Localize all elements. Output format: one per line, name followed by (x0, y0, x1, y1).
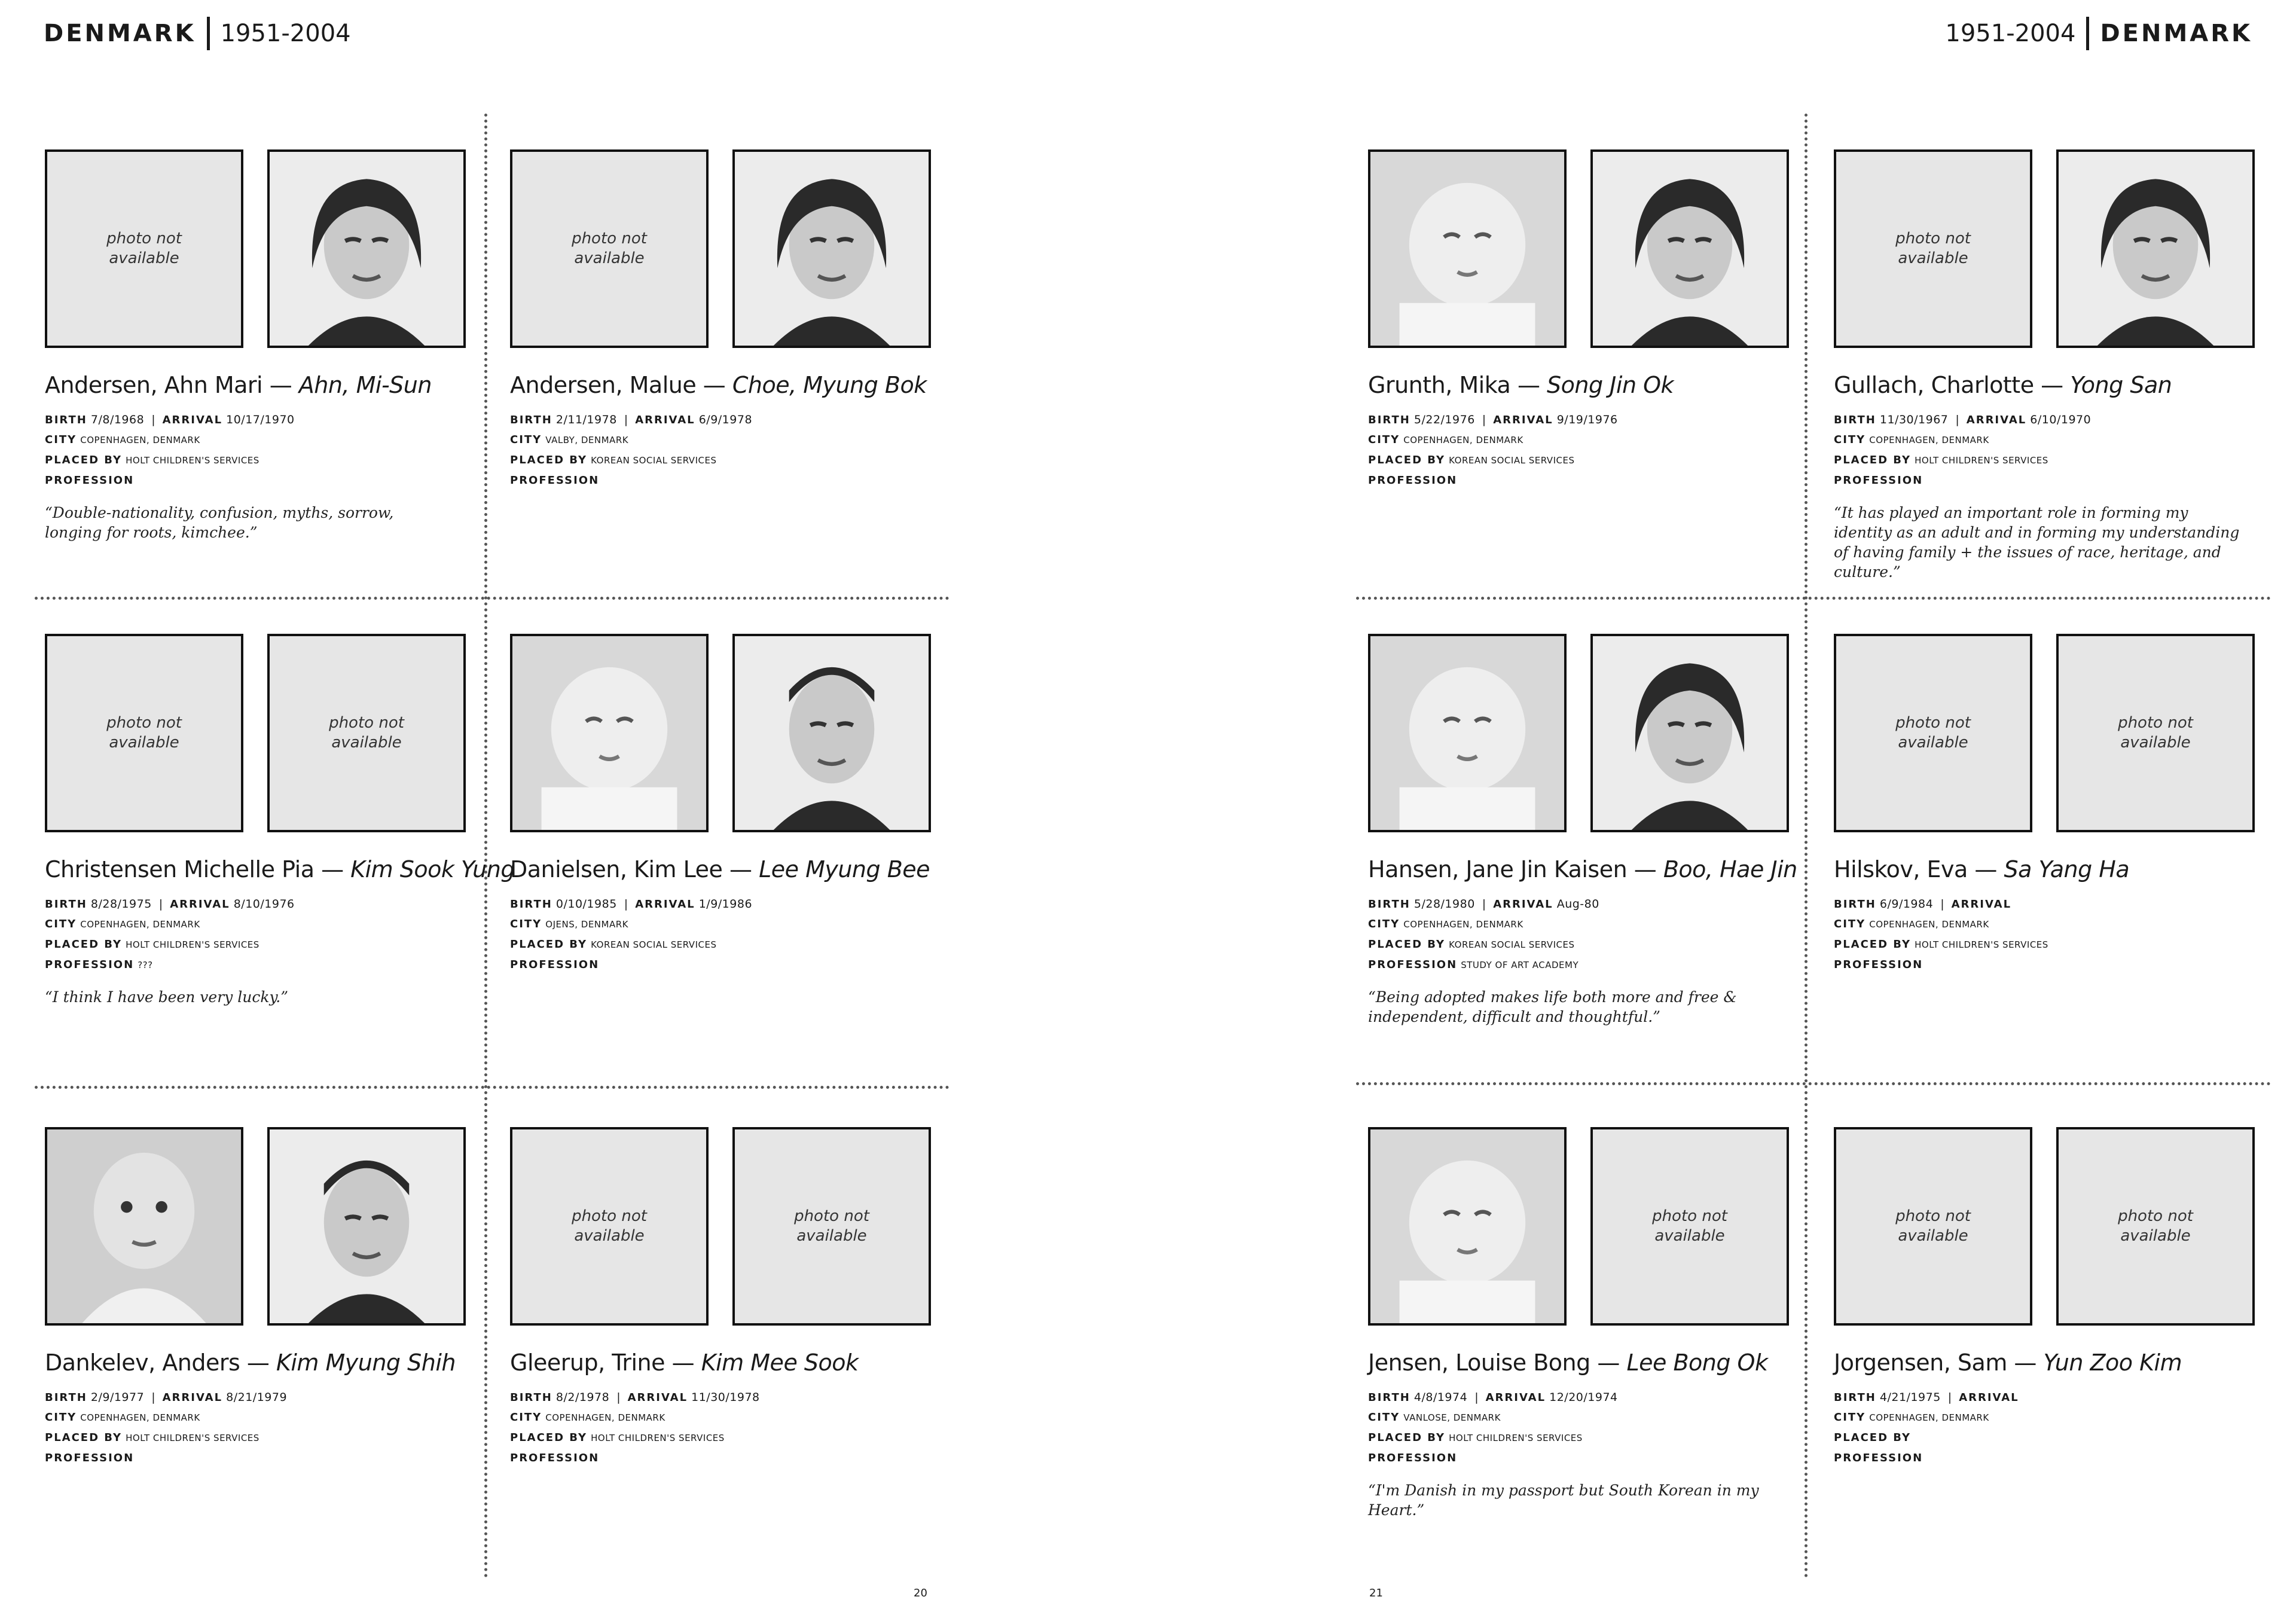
photo-pair (1834, 149, 2264, 348)
profession-line (510, 1448, 941, 1468)
photo-placeholder (510, 1127, 709, 1326)
entry-name: Andersen, Malue — Choe, Myung Bok (510, 372, 927, 398)
photo-na-label: photo not available (106, 714, 182, 752)
adoptee-entry (1368, 1127, 1799, 1520)
city-value: COPENHAGEN, DENMARK (80, 1412, 200, 1423)
city-line (1834, 914, 2264, 935)
city-value: COPENHAGEN, DENMARK (1403, 919, 1523, 930)
city-line (510, 914, 941, 935)
entry-details (1834, 410, 2264, 491)
header-years: 1951-2004 (220, 20, 351, 47)
city-line (1368, 914, 1799, 935)
placed-by-label: PLACED BY (45, 938, 123, 951)
korean-name: Kim Mee Sook (701, 1349, 859, 1376)
portrait-photo (267, 149, 466, 348)
arrival-date: 12/20/1974 (1549, 1391, 1618, 1404)
entry-name: Andersen, Ahn Mari — Ahn, Mi-Sun (45, 372, 432, 398)
city-line (1834, 1407, 2264, 1428)
placed-by-label: PLACED BY (45, 1431, 123, 1444)
birth-arrival-line: BIRTH 2/11/1978 | ARRIVAL 6/9/1978 (510, 413, 753, 426)
entry-name: Jensen, Louise Bong — Lee Bong Ok (1368, 1349, 1768, 1376)
birth-date: 6/9/1984 (1879, 897, 1934, 911)
birth-date: 0/10/1985 (555, 897, 617, 911)
city-line (510, 1407, 941, 1428)
entry-details (1834, 1388, 2264, 1468)
profession-line (510, 955, 941, 975)
city-label: CITY (510, 1411, 542, 1424)
entry-details (45, 410, 475, 491)
profession-label: PROFESSION (45, 958, 135, 971)
city-value: COPENHAGEN, DENMARK (80, 435, 200, 445)
profession-line (1368, 1448, 1799, 1468)
city-value: VALBY, DENMARK (545, 435, 629, 445)
placed-by-value: KOREAN SOCIAL SERVICES (1449, 939, 1575, 950)
adoptee-entry (45, 149, 475, 542)
arrival-label: ARRIVAL (1966, 414, 2027, 426)
placed-by-label: PLACED BY (45, 454, 123, 466)
korean-name: Lee Myung Bee (759, 856, 930, 883)
danish-name: Gullach, Charlotte (1834, 372, 2034, 398)
danish-name: Danielsen, Kim Lee (510, 856, 723, 883)
city-line (510, 430, 941, 450)
birth-arrival-line: BIRTH 2/9/1977 | ARRIVAL 8/21/1979 (45, 1391, 288, 1404)
city-label: CITY (1368, 918, 1400, 930)
arrival-label: ARRIVAL (1959, 1391, 2019, 1404)
birth-label: BIRTH (1834, 898, 1876, 911)
photo-pair (1368, 149, 1799, 348)
entry-details (1368, 894, 1799, 975)
adoptee-entry (45, 1127, 475, 1480)
city-value: COPENHAGEN, DENMARK (1869, 919, 1989, 930)
photo-pair (1834, 1127, 2264, 1326)
city-label: CITY (510, 433, 542, 446)
city-value: COPENHAGEN, DENMARK (545, 1412, 665, 1423)
birth-arrival-line: BIRTH 5/28/1980 | ARRIVAL Aug-80 (1368, 897, 1599, 911)
birth-arrival-line: BIRTH 8/28/1975 | ARRIVAL 8/10/1976 (45, 897, 295, 911)
arrival-label: ARRIVAL (627, 1391, 688, 1404)
entry-quote: “I think I have been very lucky.” (45, 988, 288, 1006)
arrival-date: 6/9/1978 (698, 413, 753, 426)
city-label: CITY (1834, 1411, 1866, 1424)
danish-name: Andersen, Ahn Mari (45, 372, 263, 398)
profession-value: ??? (138, 960, 153, 970)
entry-name: Gullach, Charlotte — Yong San (1834, 372, 2172, 398)
korean-name: Song Jin Ok (1547, 372, 1674, 398)
placed-by-label: PLACED BY (510, 454, 588, 466)
birth-label: BIRTH (1368, 898, 1410, 911)
photo-na-label: photo not available (2118, 1207, 2193, 1245)
profession-label: PROFESSION (1834, 1452, 1923, 1464)
placed-by-line (1834, 935, 2264, 955)
birth-date: 4/21/1975 (1879, 1391, 1941, 1404)
placed-by-value: HOLT CHILDREN'S SERVICES (1915, 939, 2048, 950)
adoptee-entry (1834, 1127, 2264, 1480)
birth-label: BIRTH (45, 414, 87, 426)
birth-date: 7/8/1968 (90, 413, 145, 426)
korean-name: Yun Zoo Kim (2043, 1349, 2182, 1376)
photo-placeholder (510, 149, 709, 348)
arrival-date: 6/10/1970 (2030, 413, 2092, 426)
profession-label: PROFESSION (45, 1452, 135, 1464)
profession-line (45, 955, 475, 975)
city-line (1834, 430, 2264, 450)
arrival-label: ARRIVAL (162, 414, 223, 426)
arrival-label: ARRIVAL (162, 1391, 223, 1404)
korean-name: Kim Myung Shih (276, 1349, 456, 1376)
birth-label: BIRTH (45, 1391, 87, 1404)
photo-pair (45, 1127, 475, 1326)
danish-name: Jensen, Louise Bong (1368, 1349, 1590, 1376)
entry-quote: “Double-nationality, confusion, myths, sorrow, longing for roots, kimchee.” (45, 504, 394, 541)
header-years: 1951-2004 (1945, 20, 2076, 47)
entry-name: Grunth, Mika — Song Jin Ok (1368, 372, 1674, 398)
adoptee-entry (1368, 634, 1799, 1027)
photo-pair (510, 149, 941, 348)
placed-by-line (1368, 1428, 1799, 1448)
korean-name: Yong San (2070, 372, 2172, 398)
city-value: COPENHAGEN, DENMARK (1869, 1412, 1989, 1423)
placed-by-value: HOLT CHILDREN'S SERVICES (126, 939, 259, 950)
photo-placeholder (1834, 634, 2032, 832)
placed-by-label: PLACED BY (1834, 1431, 1912, 1444)
placed-by-label: PLACED BY (1368, 938, 1446, 951)
photo-placeholder (45, 634, 243, 832)
birth-arrival-line: BIRTH 4/8/1974 | ARRIVAL 12/20/1974 (1368, 1391, 1618, 1404)
photo-placeholder (2056, 1127, 2255, 1326)
portrait-photo (1590, 149, 1789, 348)
entry-name: Hilskov, Eva — Sa Yang Ha (1834, 856, 2130, 883)
city-label: CITY (1834, 918, 1866, 930)
profession-line (45, 1448, 475, 1468)
arrival-date: 11/30/1978 (691, 1391, 760, 1404)
birth-label: BIRTH (1368, 1391, 1410, 1404)
portrait-photo (732, 634, 931, 832)
placed-by-line (45, 1428, 475, 1448)
city-label: CITY (1834, 433, 1866, 446)
birth-date: 11/30/1967 (1879, 413, 1949, 426)
photo-placeholder (1834, 149, 2032, 348)
placed-by-label: PLACED BY (510, 1431, 588, 1444)
photo-na-label: photo not available (794, 1207, 869, 1245)
photo-placeholder (2056, 634, 2255, 832)
arrival-date: 10/17/1970 (226, 413, 295, 426)
portrait-photo (2056, 149, 2255, 348)
birth-date: 8/2/1978 (555, 1391, 610, 1404)
photo-pair (45, 149, 475, 348)
entry-name: Jorgensen, Sam — Yun Zoo Kim (1834, 1349, 2182, 1376)
birth-arrival-line: BIRTH 11/30/1967 | ARRIVAL 6/10/1970 (1834, 413, 2092, 426)
photo-na-label: photo not available (1652, 1207, 1727, 1245)
photo-placeholder (45, 149, 243, 348)
profession-line (1368, 955, 1799, 975)
placed-by-value: HOLT CHILDREN'S SERVICES (1915, 455, 2048, 466)
photo-na-label: photo not available (1895, 230, 1971, 267)
portrait-photo (1368, 1127, 1567, 1326)
entry-name: Gleerup, Trine — Kim Mee Sook (510, 1349, 859, 1376)
korean-name: Boo, Hae Jin (1663, 856, 1797, 883)
placed-by-value: HOLT CHILDREN'S SERVICES (591, 1433, 725, 1443)
photo-pair (45, 634, 475, 832)
portrait-photo (510, 634, 709, 832)
placed-by-label: PLACED BY (510, 938, 588, 951)
placed-by-line (45, 450, 475, 471)
adoptee-entry (510, 634, 941, 987)
portrait-photo (1368, 634, 1567, 832)
profession-line (510, 471, 941, 491)
profession-line (1834, 1448, 2264, 1468)
danish-name: Hansen, Jane Jin Kaisen (1368, 856, 1628, 883)
adoptee-entry (1368, 149, 1799, 503)
photo-na-label: photo not available (1895, 714, 1971, 752)
birth-label: BIRTH (1368, 414, 1410, 426)
profession-line (1368, 471, 1799, 491)
row-divider-left-1 (35, 597, 949, 600)
placed-by-line (45, 935, 475, 955)
korean-name: Ahn, Mi-Sun (298, 372, 432, 398)
placed-by-label: PLACED BY (1834, 454, 1912, 466)
entry-name: Danielsen, Kim Lee — Lee Myung Bee (510, 856, 930, 883)
arrival-label: ARRIVAL (1485, 1391, 1546, 1404)
arrival-label: ARRIVAL (1493, 898, 1553, 911)
portrait-photo (267, 1127, 466, 1326)
danish-name: Gleerup, Trine (510, 1349, 665, 1376)
birth-arrival-line: BIRTH 8/2/1978 | ARRIVAL 11/30/1978 (510, 1391, 760, 1404)
placed-by-value: KOREAN SOCIAL SERVICES (591, 455, 717, 466)
arrival-date: 9/19/1976 (1556, 413, 1618, 426)
korean-name: Choe, Myung Bok (732, 372, 927, 398)
entry-details (45, 1388, 475, 1468)
placed-by-line (510, 450, 941, 471)
korean-name: Sa Yang Ha (2004, 856, 2130, 883)
danish-name: Christensen Michelle Pia (45, 856, 315, 883)
photo-na-label: photo not available (572, 1207, 647, 1245)
profession-label: PROFESSION (1834, 958, 1923, 971)
birth-label: BIRTH (510, 1391, 552, 1404)
arrival-date: 8/10/1976 (233, 897, 295, 911)
placed-by-value: HOLT CHILDREN'S SERVICES (1449, 1433, 1583, 1443)
running-header-right (1945, 17, 2252, 50)
placed-by-value: HOLT CHILDREN'S SERVICES (126, 1433, 259, 1443)
city-label: CITY (510, 918, 542, 930)
birth-date: 8/28/1975 (90, 897, 152, 911)
row-divider-left-2 (35, 1086, 949, 1089)
birth-arrival-line: BIRTH 5/22/1976 | ARRIVAL 9/19/1976 (1368, 413, 1618, 426)
city-line (45, 914, 475, 935)
adoptee-entry (510, 149, 941, 503)
entry-name: Hansen, Jane Jin Kaisen — Boo, Hae Jin (1368, 856, 1797, 883)
city-value: VANLOSE, DENMARK (1403, 1412, 1501, 1423)
portrait-photo (1368, 149, 1567, 348)
birth-label: BIRTH (510, 414, 552, 426)
photo-placeholder (1834, 1127, 2032, 1326)
adoptee-entry (45, 634, 515, 1007)
city-line (45, 430, 475, 450)
entry-details (510, 1388, 941, 1468)
city-line (1368, 1407, 1799, 1428)
danish-name: Dankelev, Anders (45, 1349, 240, 1376)
photo-placeholder (267, 634, 466, 832)
header-divider (207, 17, 210, 50)
entry-details (510, 894, 941, 975)
header-country: DENMARK (44, 20, 196, 47)
placed-by-label: PLACED BY (1368, 454, 1446, 466)
placed-by-line (510, 1428, 941, 1448)
arrival-date: 1/9/1986 (698, 897, 753, 911)
korean-name: Kim Sook Yung (350, 856, 515, 883)
entry-details (510, 410, 941, 491)
placed-by-label: PLACED BY (1834, 938, 1912, 951)
city-label: CITY (1368, 1411, 1400, 1424)
photo-placeholder (732, 1127, 931, 1326)
birth-label: BIRTH (45, 898, 87, 911)
city-value: COPENHAGEN, DENMARK (1869, 435, 1989, 445)
danish-name: Andersen, Malue (510, 372, 697, 398)
birth-date: 5/28/1980 (1413, 897, 1475, 911)
arrival-date: 8/21/1979 (226, 1391, 288, 1404)
entry-quote: “I'm Danish in my passport but South Korean in my Heart.” (1368, 1482, 1759, 1519)
profession-line (1834, 471, 2264, 491)
birth-arrival-line: BIRTH 4/21/1975 | ARRIVAL (1834, 1391, 2019, 1404)
placed-by-line (1834, 450, 2264, 471)
city-label: CITY (1368, 433, 1400, 446)
birth-label: BIRTH (1834, 1391, 1876, 1404)
photo-na-label: photo not available (2118, 714, 2193, 752)
danish-name: Hilskov, Eva (1834, 856, 1968, 883)
city-label: CITY (45, 1411, 77, 1424)
danish-name: Jorgensen, Sam (1834, 1349, 2007, 1376)
profession-label: PROFESSION (45, 474, 135, 487)
placed-by-line (510, 935, 941, 955)
placed-by-line (1368, 450, 1799, 471)
placed-by-value: KOREAN SOCIAL SERVICES (591, 939, 717, 950)
arrival-label: ARRIVAL (1951, 898, 2012, 911)
birth-arrival-line: BIRTH 6/9/1984 | ARRIVAL (1834, 897, 2012, 911)
city-line (1368, 430, 1799, 450)
photo-pair (1368, 634, 1799, 832)
arrival-label: ARRIVAL (1493, 414, 1553, 426)
city-line (45, 1407, 475, 1428)
placed-by-line (1368, 935, 1799, 955)
entry-details (45, 894, 475, 975)
column-divider-left (484, 114, 487, 1578)
arrival-label: ARRIVAL (635, 414, 695, 426)
profession-label: PROFESSION (1368, 1452, 1458, 1464)
city-label: CITY (45, 433, 77, 446)
profession-line (45, 471, 475, 491)
entry-name: Christensen Michelle Pia — Kim Sook Yung (45, 856, 515, 883)
entry-details (1368, 410, 1799, 491)
birth-arrival-line: BIRTH 7/8/1968 | ARRIVAL 10/17/1970 (45, 413, 295, 426)
photo-pair (510, 1127, 941, 1326)
entry-details (1834, 894, 2264, 975)
photo-pair (1368, 1127, 1799, 1326)
placed-by-value: KOREAN SOCIAL SERVICES (1449, 455, 1575, 466)
profession-label: PROFESSION (510, 474, 600, 487)
page-number-right: 21 (1369, 1587, 1383, 1599)
header-country: DENMARK (2100, 20, 2252, 47)
entry-quote: “Being adopted makes life both more and free & independent, difficult and thoughtful.” (1368, 988, 1737, 1025)
arrival-label: ARRIVAL (170, 898, 230, 911)
adoptee-entry (510, 1127, 941, 1480)
profession-line (1834, 955, 2264, 975)
city-label: CITY (45, 918, 77, 930)
korean-name: Lee Bong Ok (1626, 1349, 1768, 1376)
profession-label: PROFESSION (1368, 474, 1458, 487)
placed-by-value: HOLT CHILDREN'S SERVICES (126, 455, 259, 466)
birth-date: 5/22/1976 (1413, 413, 1475, 426)
birth-date: 4/8/1974 (1413, 1391, 1468, 1404)
profession-label: PROFESSION (1368, 958, 1458, 971)
birth-date: 2/9/1977 (90, 1391, 145, 1404)
photo-pair (1834, 634, 2264, 832)
birth-label: BIRTH (510, 898, 552, 911)
portrait-photo (45, 1127, 243, 1326)
placed-by-label: PLACED BY (1368, 1431, 1446, 1444)
profession-value: STUDY OF ART ACADEMY (1461, 960, 1579, 970)
row-divider-right-2 (1356, 1082, 2271, 1085)
header-divider (2086, 17, 2089, 50)
photo-placeholder (1590, 1127, 1789, 1326)
entry-details (1368, 1388, 1799, 1468)
adoptee-entry (1834, 634, 2264, 987)
entry-name: Dankelev, Anders — Kim Myung Shih (45, 1349, 456, 1376)
birth-arrival-line: BIRTH 0/10/1985 | ARRIVAL 1/9/1986 (510, 897, 753, 911)
portrait-photo (1590, 634, 1789, 832)
portrait-photo (732, 149, 931, 348)
running-header-left (44, 17, 351, 50)
city-value: COPENHAGEN, DENMARK (80, 919, 200, 930)
city-value: COPENHAGEN, DENMARK (1403, 435, 1523, 445)
profession-label: PROFESSION (1834, 474, 1923, 487)
birth-date: 2/11/1978 (555, 413, 617, 426)
danish-name: Grunth, Mika (1368, 372, 1511, 398)
city-value: OJENS, DENMARK (545, 919, 628, 930)
page-number-left: 20 (914, 1587, 927, 1599)
placed-by-line (1834, 1428, 2264, 1448)
adoptee-entry (1834, 149, 2264, 582)
birth-label: BIRTH (1834, 414, 1876, 426)
arrival-label: ARRIVAL (635, 898, 695, 911)
row-divider-right-1 (1356, 597, 2271, 600)
column-divider-right (1805, 114, 1808, 1578)
photo-na-label: photo not available (1895, 1207, 1971, 1245)
profession-label: PROFESSION (510, 958, 600, 971)
photo-na-label: photo not available (106, 230, 182, 267)
profession-label: PROFESSION (510, 1452, 600, 1464)
photo-na-label: photo not available (329, 714, 404, 752)
photo-na-label: photo not available (572, 230, 647, 267)
photo-pair (510, 634, 941, 832)
arrival-date: Aug-80 (1556, 897, 1599, 911)
entry-quote: “It has played an important role in forming my identity as an adult and in forming my understanding of having family + the issues of race, heritage, and culture.” (1834, 504, 2240, 581)
